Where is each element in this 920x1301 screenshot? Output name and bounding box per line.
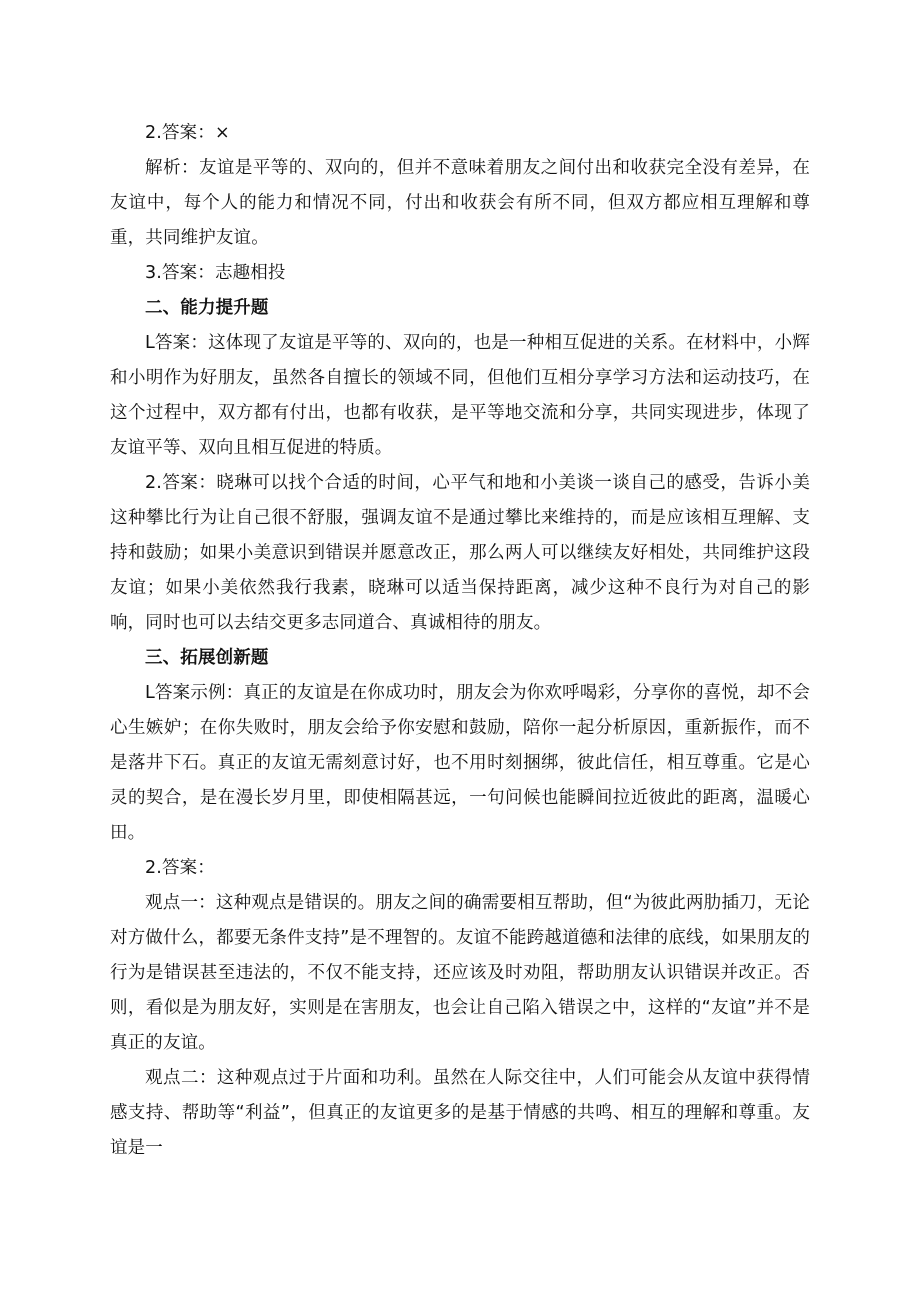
answer-3-line: 3.答案：志趣相投 xyxy=(145,263,286,283)
analysis-paragraph: 解析：友谊是平等的、双向的，但并不意味着朋友之间付出和收获完全没有差异，在友谊中，每个人的能力和情况不同，付出和收获会有所不同，但双方都应相互理解和尊重，共同维护友谊。 xyxy=(110,158,810,248)
extension-answer-1: L答案示例：真正的友谊是在你成功时，朋友会为你欢呼喝彩，分享你的喜悦，却不会心生嫉妒；在你失败时，朋友会给予你安慰和鼓励，陪你一起分析原因，重新振作，而不是落井下石。真正的友谊无需刻意讨好，也不用时刻捆绑，彼此信任，相互尊重。它是心灵的契合，是在漫长岁月里，即使相隔甚远，一句问候也能瞬间拉近彼此的距离，温暖心田。 xyxy=(110,683,810,843)
document-page xyxy=(110,116,810,1166)
ability-answer-1: L答案：这体现了友谊是平等的、双向的，也是一种相互促进的关系。在材料中，小辉和小明作为好朋友，虽然各自擅长的领域不同，但他们互相分享学习方法和运动技巧，在这个过程中，双方都有付出，也都有收获，是平等地交流和分享，共同实现进步，体现了友谊平等、双向且相互促进的特质。 xyxy=(110,333,810,458)
section-heading-extension: 三、拓展创新题 xyxy=(145,648,269,668)
viewpoint-two: 观点二：这种观点过于片面和功利。虽然在人际交往中，人们可能会从友谊中获得情感支持、帮助等“利益”，但真正的友谊更多的是基于情感的共鸣、相互的理解和尊重。友谊是一 xyxy=(110,1068,810,1158)
section-heading-ability: 二、能力提升题 xyxy=(145,298,269,318)
ability-answer-2: 2.答案：晓琳可以找个合适的时间，心平气和地和小美谈一谈自己的感受，告诉小美这种攀比行为让自己很不舒服，强调友谊不是通过攀比来维持的，而是应该相互理解、支持和鼓励；如果小美意识到错误并愿意改正，那么两人可以继续友好相处，共同维护这段友谊；如果小美依然我行我素，晓琳可以适当保持距离，减少这种不良行为对自己的影响，同时也可以去结交更多志同道合、真诚相待的朋友。 xyxy=(110,473,810,633)
extension-answer-2-label: 2.答案： xyxy=(145,858,215,878)
viewpoint-one: 观点一：这种观点是错误的。朋友之间的确需要相互帮助，但“为彼此两肋插刀，无论对方做什么，都要无条件支持”是不理智的。友谊不能跨越道德和法律的底线，如果朋友的行为是错误甚至违法的，不仅不能支持，还应该及时劝阻，帮助朋友认识错误并改正。否则，看似是为朋友好，实则是在害朋友，也会让自己陷入错误之中，这样的“友谊”并不是真正的友谊。 xyxy=(110,893,810,1053)
answer-2-line: 2.答案：× xyxy=(145,123,230,143)
